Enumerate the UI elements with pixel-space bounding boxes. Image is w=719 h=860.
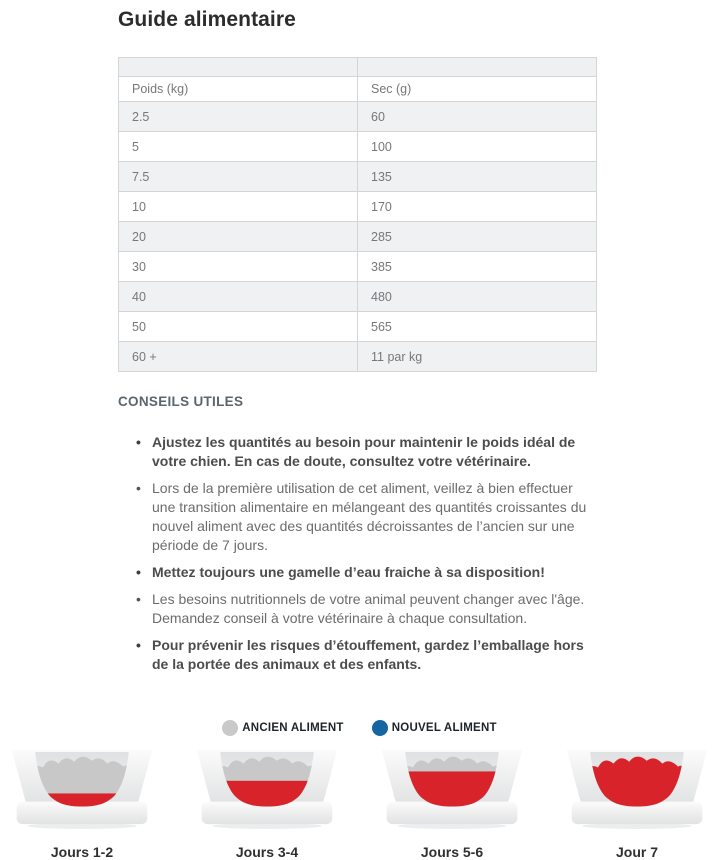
transition-bowls-row [0, 748, 719, 860]
bowl-label: Jours 1-2 [50, 844, 114, 860]
cell-dry-grams: 285 [358, 222, 597, 252]
bowl-graphic [559, 748, 715, 830]
food-legend [0, 720, 719, 736]
main-content [118, 7, 597, 674]
legend-label-new: NOUVEL ALIMENT [391, 722, 497, 734]
cell-dry-grams: 60 [358, 102, 597, 132]
cell-dry-grams: 170 [358, 192, 597, 222]
cell-dry-grams: 11 par kg [358, 342, 597, 372]
cell-weight: 10 [119, 192, 358, 222]
cell-weight: 40 [119, 282, 358, 312]
tip-item: • Mettez toujours une gamelle d’eau fraiche à sa disposition! [136, 563, 597, 582]
table-row [119, 102, 597, 132]
tips-heading: CONSEILS UTILES [118, 394, 244, 409]
new-food-dot-icon [372, 720, 388, 736]
table-row [119, 312, 597, 342]
feeding-guide-table [118, 57, 597, 372]
spacer-cell [119, 58, 358, 77]
tip-item: • Ajustez les quantités au besoin pour maintenir le poids idéal de votre chien. En cas de doute, consultez votre vétérinaire. [136, 433, 597, 471]
table-row [119, 132, 597, 162]
cell-dry-grams: 565 [358, 312, 597, 342]
cell-weight: 7.5 [119, 162, 358, 192]
bowl-graphic [4, 748, 160, 830]
legend-item-old-food [222, 720, 343, 736]
tip-item: • Pour prévenir les risques d’étouffement, gardez l’emballage hors de la portée des animaux et des enfants. [136, 636, 597, 674]
transition-bowl [557, 748, 717, 860]
column-header-weight: Poids (kg) [119, 77, 358, 102]
bowl-graphic [189, 748, 345, 830]
cell-weight: 20 [119, 222, 358, 252]
page-title: Guide alimentaire [118, 8, 296, 31]
cell-weight: 5 [119, 132, 358, 162]
bowl-label: Jours 5-6 [420, 844, 484, 860]
cell-dry-grams: 385 [358, 252, 597, 282]
bowl-label: Jours 3-4 [235, 844, 299, 860]
legend-label-old: ANCIEN ALIMENT [242, 722, 344, 734]
column-header-dry: Sec (g) [358, 77, 597, 102]
bowl-label: Jour 7 [615, 844, 658, 860]
bowl-graphic [374, 748, 530, 830]
transition-bowl [372, 748, 532, 860]
table-row [119, 222, 597, 252]
spacer-cell [358, 58, 597, 77]
feeding-table-body [119, 102, 597, 372]
tip-item: • Les besoins nutritionnels de votre animal peuvent changer avec l'âge. Demandez conseil à votre vétérinaire à chaque consultation. [136, 590, 597, 628]
table-top-spacer-row [119, 58, 597, 77]
tips-list [118, 433, 597, 674]
tip-item: • Lors de la première utilisation de cet aliment, veillez à bien effectuer une transition alimentaire en mélangeant des quantités croissantes du nouvel aliment avec des quantités décroissantes de l’ancien sur une période de 7 jours. [136, 479, 597, 555]
table-row [119, 192, 597, 222]
transition-bowl [2, 748, 162, 860]
cell-weight: 50 [119, 312, 358, 342]
cell-dry-grams: 100 [358, 132, 597, 162]
table-row [119, 342, 597, 372]
table-row [119, 282, 597, 312]
cell-weight: 60 + [119, 342, 358, 372]
table-header-row [119, 77, 597, 102]
table-row [119, 252, 597, 282]
cell-weight: 30 [119, 252, 358, 282]
old-food-dot-icon [222, 720, 238, 736]
cell-weight: 2.5 [119, 102, 358, 132]
transition-bowl [187, 748, 347, 860]
cell-dry-grams: 135 [358, 162, 597, 192]
cell-dry-grams: 480 [358, 282, 597, 312]
legend-item-new-food [372, 720, 497, 736]
table-row [119, 162, 597, 192]
